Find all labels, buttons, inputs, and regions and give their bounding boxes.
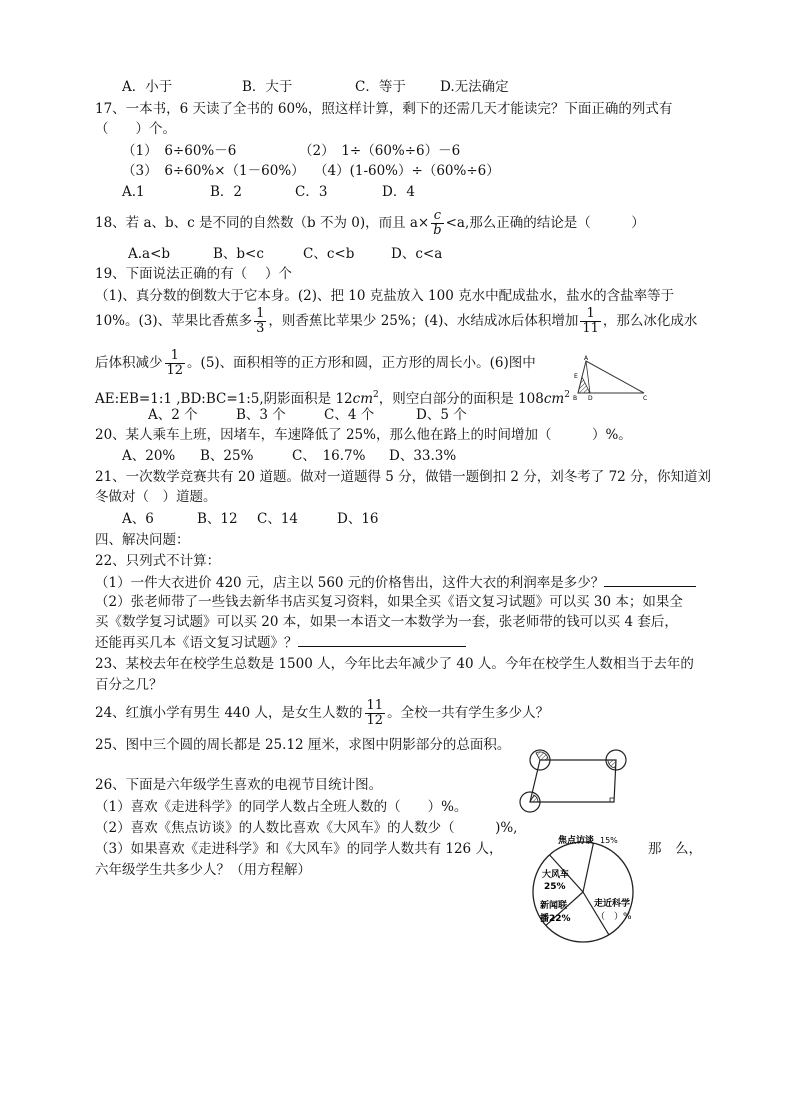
q23-line2: 百分之几？ <box>95 677 163 693</box>
q25-circles-figure <box>518 740 638 815</box>
q19-option-a: A、2 个 <box>148 407 198 423</box>
q19-line1: （1)、真分数的倒数大于它本身。(2)、把 10 克盐放入 100 克水中配成盐水，盐水的含盐率等于 <box>95 288 675 304</box>
pie-label-kexue: 走近科学 <box>594 899 631 909</box>
q20-option-d: D、33.3% <box>389 448 457 464</box>
q17-formulas-row1 <box>122 143 460 159</box>
q17-formula-2: （2） 1÷（60%÷6）－6 <box>299 143 461 159</box>
q22-part1-text: （1）一件大衣进价 420 元，店主以 560 元的价格售出，这件大衣的利润率是多少？ <box>95 575 605 591</box>
q22-part2-answer-blank[interactable] <box>298 634 466 647</box>
q17-formula-1: （1） 6÷60%－6 <box>122 143 237 159</box>
q19-label-b: B <box>573 395 578 401</box>
q24-fraction <box>365 699 386 728</box>
q19-line3 <box>95 346 536 380</box>
q24-pre: 24、红旗小学有男生 440 人，是女生人数的 <box>95 705 363 721</box>
q18-option-b: B、b<c <box>213 246 264 262</box>
q16-option-d: D.无法确定 <box>440 79 509 95</box>
q19-triangle-figure <box>566 355 652 401</box>
q19-fraction-2-den: 11 <box>582 321 599 336</box>
q19-line2-c: ，那么冰化成水 <box>602 313 698 329</box>
q19-line2 <box>95 304 697 338</box>
q26-part2: （2）喜欢《焦点访谈》的人数比喜欢《大风车》的人数少（ )%, <box>95 820 518 836</box>
q22-part1 <box>95 574 696 591</box>
q19-sup-2: 2 <box>564 390 570 400</box>
q22-title: 22、只列式不计算： <box>95 553 221 569</box>
q19-options <box>148 407 467 423</box>
q19-fraction-2-num: 1 <box>580 307 601 322</box>
q16-option-b: B．大于 <box>242 79 293 95</box>
q19-line3-a: 后体积减少 <box>95 355 163 371</box>
q19-label-e: E <box>574 373 578 380</box>
q19-fraction-3-den: 12 <box>166 363 184 378</box>
q20-text: 20、某人乘车上班，因堵车，车速降低了 25%，那么他在路上的时间增加（ ）%。 <box>95 427 632 443</box>
pie-label-xinwen-2: 播22% <box>540 914 571 924</box>
pie-label-xinwen-1: 新闻联 <box>540 901 568 911</box>
q16-option-a: A．小于 <box>122 79 173 95</box>
q19-fraction-1-num: 1 <box>256 306 265 321</box>
q26-part4: 六年级学生共多少人？（用方程解） <box>95 862 311 878</box>
q21-option-c: C、14 <box>257 511 299 527</box>
q21-options <box>122 511 379 527</box>
q19-line4-a: AE:EB=1:1 ,BD:BC=1:5,阴影面积是 12 <box>95 390 353 407</box>
q19-option-b: B、3 个 <box>236 407 286 423</box>
q22-part2-line3 <box>95 634 466 651</box>
q19-fraction-1 <box>254 307 266 336</box>
q19-line4-b: ，则空白部分的面积是 108 <box>378 390 544 407</box>
q19-unit-1: cm <box>352 390 374 407</box>
q19-fraction-2 <box>580 307 601 336</box>
q26-part1: （1）喜欢《走进科学》的同学人数占全班人数的（ ）%。 <box>95 799 468 815</box>
q17-cont: （ ）个。 <box>95 121 176 137</box>
q24-fraction-den: 12 <box>366 713 384 728</box>
q17-text: 17、一本书，6 天读了全书的 60%，照这样计算，剩下的还需几天才能读完？下面正确的列式有 <box>95 101 673 117</box>
q16-options <box>122 79 509 95</box>
pie-label-dafengche-pct: 25% <box>544 882 566 892</box>
q22-part2-line1: （2）张老师带了一些钱去新华书店买复习资料，如果全买《语文复习试题》可以买 30 本；如果全 <box>95 594 683 610</box>
q22-part1-answer-blank[interactable] <box>604 574 696 587</box>
q19-label-c: C <box>643 395 648 401</box>
q16-option-c: C．等于 <box>355 79 406 95</box>
q23-line1: 23、某校去年在校学生总数是 1500 人，今年比去年减少了 40 人。今年在校学生人数相当于去年的 <box>95 656 694 672</box>
q26-title: 26、下面是六年级学生喜欢的电视节目统计图。 <box>95 777 383 793</box>
q26-part3: （3）如果喜欢《走进科学》和《大风车》的同学人数共有 126 人， <box>95 841 503 857</box>
pie-label-jiaodian: 焦点访谈 <box>558 836 595 846</box>
q24-text <box>95 696 549 730</box>
q17-options <box>122 184 415 200</box>
q20-option-a: A、20% <box>122 448 176 464</box>
q18-option-d: D、c<a <box>391 246 443 262</box>
q20-options <box>122 448 456 464</box>
q21-line2: 冬做对（ ）道题。 <box>95 489 217 505</box>
q18-options <box>128 246 442 262</box>
section-4-title: 四、解决问题： <box>95 532 190 548</box>
q22-part2-line3-text: 还能再买几本《语文复习试题》？ <box>95 635 298 651</box>
q19-fraction-1-den: 3 <box>256 321 265 336</box>
q24-post: 。全校一共有学生多少人？ <box>387 705 550 721</box>
q19-unit-2: cm <box>543 390 565 407</box>
q19-sup-1: 2 <box>373 390 379 400</box>
q20-option-c: C、 16.7% <box>292 448 366 464</box>
q19-fraction-3 <box>165 349 186 378</box>
q17-formula-4: （4）(1-60%）÷（60%÷6） <box>314 163 500 179</box>
q17-option-d: D．4 <box>382 184 415 200</box>
q19-line2-b: ，则香蕉比苹果少 25%；(4)、水结成冰后体积增加 <box>268 313 579 329</box>
q24-fraction-num: 11 <box>366 698 384 713</box>
q25-circle-top-left <box>530 750 550 770</box>
q19-line3-b: 。(5)、面积相等的正方形和圆，正方形的周长小。(6)图中 <box>187 355 536 371</box>
q19-label-a: A <box>584 355 589 362</box>
q18-fraction-den: b <box>433 223 442 238</box>
q18-option-c: C、c<b <box>303 246 355 262</box>
q19-line4 <box>95 387 570 407</box>
q19-option-d: D、5 个 <box>416 407 467 423</box>
q19-title: 19、下面说法正确的有（ ）个 <box>95 266 292 282</box>
pie-label-jiaodian-pct: 15% <box>600 836 618 845</box>
q20-option-b: B、25% <box>200 448 254 464</box>
q26-pie-chart <box>522 832 647 944</box>
pie-label-kexue-pct: （ ）% <box>596 912 632 922</box>
q19-option-c: C、4 个 <box>324 407 375 423</box>
q25-circle-bottom-left <box>520 792 540 812</box>
q26-part3-tail: 那 么， <box>648 841 702 857</box>
q19-label-d: D <box>588 395 593 401</box>
q17-formula-3: （3） 6÷60%×（1－60%） <box>122 163 305 179</box>
q19-fraction-3-num: 1 <box>165 349 186 364</box>
q17-formulas-row2 <box>122 163 500 179</box>
q21-option-d: D、16 <box>337 511 379 527</box>
q18-post: <a,那么正确的结论是（ ） <box>445 215 645 231</box>
q21-option-a: A、6 <box>122 511 154 527</box>
q19-line2-a: 10%。(3)、苹果比香蕉多 <box>95 313 253 329</box>
q17-option-b: B．2 <box>210 184 243 200</box>
q21-line1: 21、一次数学竞赛共有 20 道题。做对一道题得 5 分，做错一题倒扣 2 分，刘冬考了 72 分，你知道刘 <box>95 469 712 485</box>
q17-option-a: A.1 <box>122 184 145 200</box>
q25-text: 25、图中三个圆的周长都是 25.12 厘米，求图中阴影部分的总面积。 <box>95 737 511 753</box>
q18-option-a: A.a<b <box>128 246 171 262</box>
q18-fraction-num: c <box>431 209 443 224</box>
q21-option-b: B、12 <box>197 511 238 527</box>
q18-pre: 18、若 a、b、c 是不同的自然数（b 不为 0)，而且 a× <box>95 215 430 231</box>
q18-fraction <box>431 209 443 238</box>
pie-label-dafengche: 大风车 <box>542 870 570 880</box>
q18-text <box>95 208 645 238</box>
q17-option-c: C．3 <box>295 184 328 200</box>
q22-part2-line2: 买《数学复习试题》可以买 20 本，如果一本语文一本数学为一套，张老师带的钱可以买 4 套后， <box>95 614 678 630</box>
